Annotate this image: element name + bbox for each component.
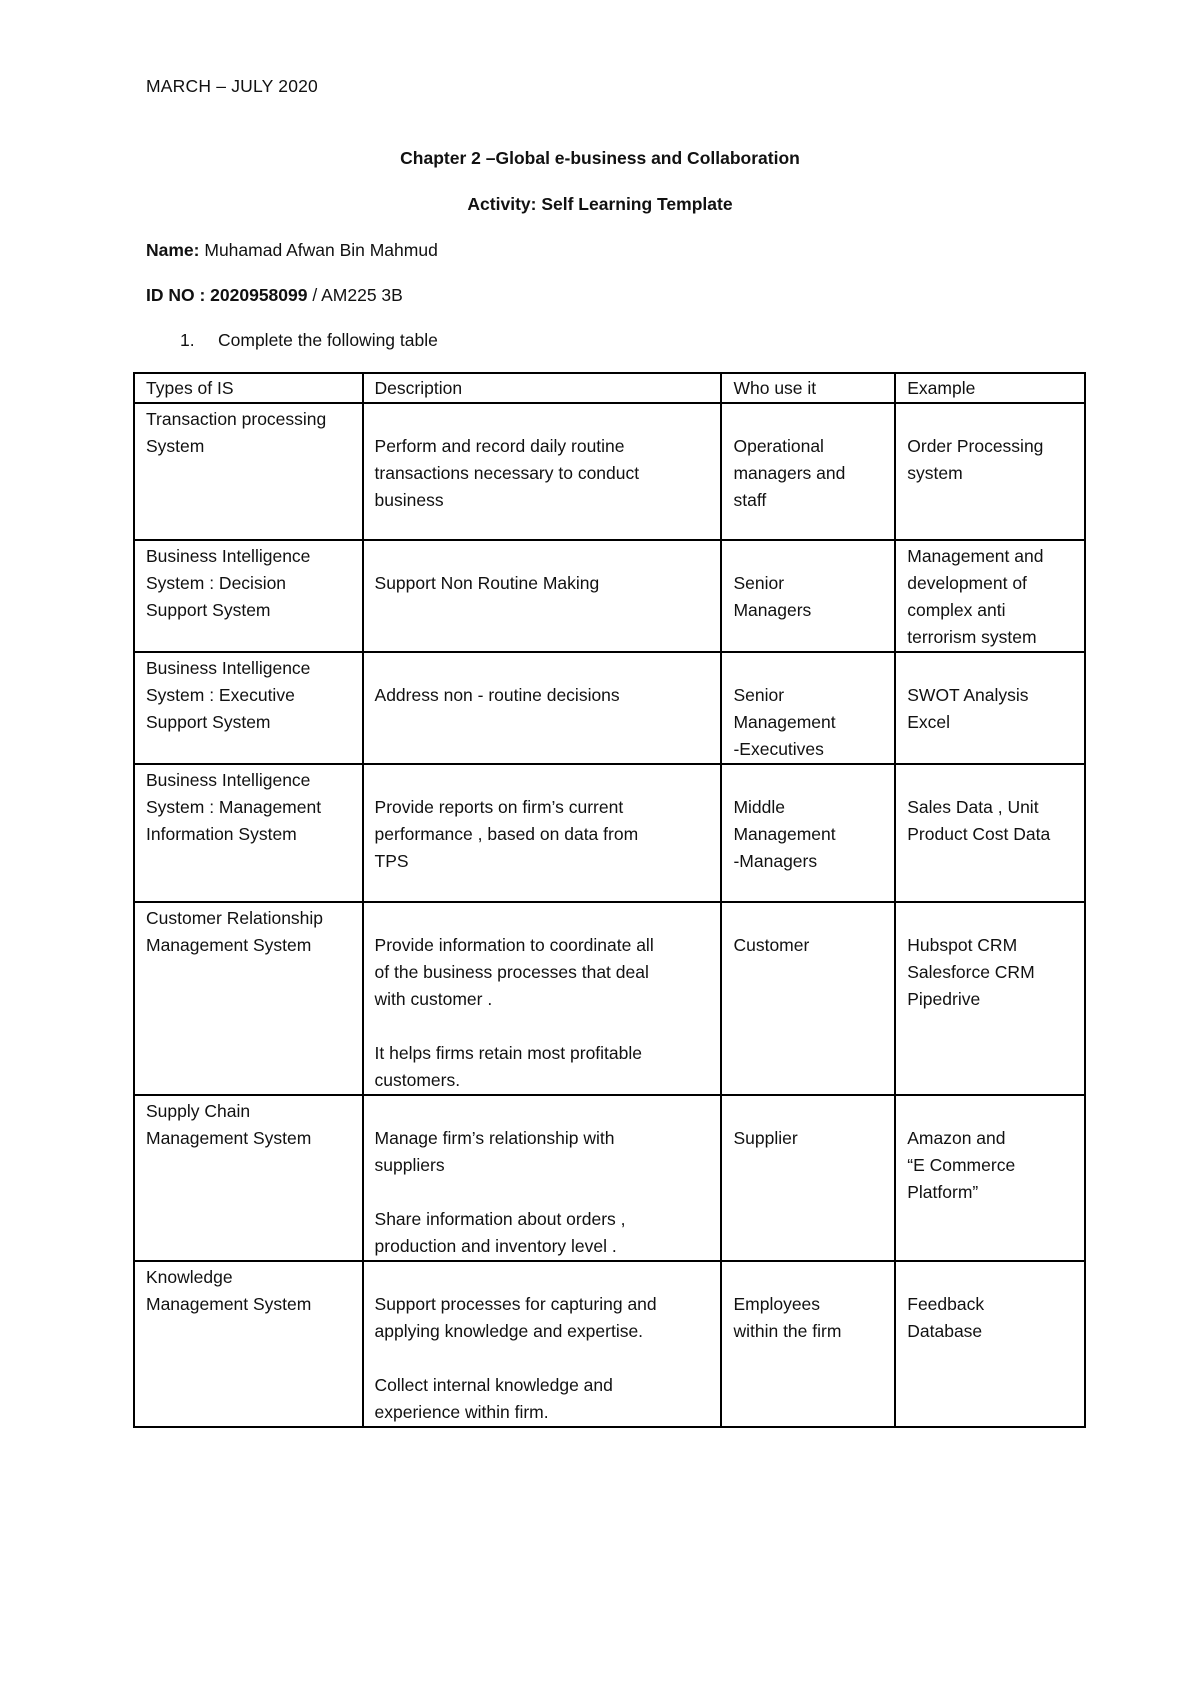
name-label: Name:	[146, 240, 200, 260]
cell-type: Business Intelligence System : Management Information System	[134, 764, 363, 902]
cell-example: Amazon and “E Commerce Platform”	[895, 1095, 1085, 1261]
cell-who: Supplier	[721, 1095, 895, 1261]
name-value: Muhamad Afwan Bin Mahmud	[199, 240, 438, 260]
header-description: Description	[363, 373, 722, 403]
cell-description: Perform and record daily routine transactions necessary to conduct business	[363, 403, 722, 540]
cell-who: Senior Management -Executives	[721, 652, 895, 764]
cell-who: Operational managers and staff	[721, 403, 895, 540]
cell-description: Provide reports on firm’s current performance , based on data from TPS	[363, 764, 722, 902]
cell-type: Supply Chain Management System	[134, 1095, 363, 1261]
cell-description: Manage firm’s relationship with suppliers Share information about orders , production and inventory level .	[363, 1095, 722, 1261]
table-row	[134, 652, 1085, 764]
header-example: Example	[895, 373, 1085, 403]
cell-description: Support processes for capturing and applying knowledge and expertise. Collect internal knowledge and experience within firm.	[363, 1261, 722, 1427]
cell-who: Employees within the firm	[721, 1261, 895, 1427]
instruction-item	[180, 330, 438, 351]
header-date-range: MARCH – JULY 2020	[146, 76, 318, 96]
id-value: / AM225 3B	[307, 285, 403, 305]
cell-example: Hubspot CRM Salesforce CRM Pipedrive	[895, 902, 1085, 1095]
table-row	[134, 1095, 1085, 1261]
id-label: ID NO : 2020958099	[146, 285, 308, 305]
cell-type: Business Intelligence System : Executive Support System	[134, 652, 363, 764]
table-row	[134, 902, 1085, 1095]
activity-title: Activity: Self Learning Template	[467, 194, 733, 214]
table-row	[134, 764, 1085, 902]
cell-description: Support Non Routine Making	[363, 540, 722, 652]
instruction-text: Complete the following table	[218, 330, 438, 350]
cell-example: Order Processing system	[895, 403, 1085, 540]
student-name-line	[146, 240, 438, 261]
information-systems-table	[133, 372, 1086, 1428]
cell-type: Transaction processing System	[134, 403, 363, 540]
cell-example: SWOT Analysis Excel	[895, 652, 1085, 764]
cell-type: Customer Relationship Management System	[134, 902, 363, 1095]
cell-example: Feedback Database	[895, 1261, 1085, 1427]
cell-type: Knowledge Management System	[134, 1261, 363, 1427]
cell-who: Senior Managers	[721, 540, 895, 652]
instruction-number: 1.	[180, 330, 195, 350]
student-id-line	[146, 285, 403, 306]
cell-description: Address non - routine decisions	[363, 652, 722, 764]
cell-type: Business Intelligence System : Decision Support System	[134, 540, 363, 652]
cell-who: Middle Management -Managers	[721, 764, 895, 902]
table-row	[134, 540, 1085, 652]
cell-example: Sales Data , Unit Product Cost Data	[895, 764, 1085, 902]
table-row	[134, 1261, 1085, 1427]
chapter-title: Chapter 2 –Global e-business and Collaboration	[400, 148, 800, 168]
header-who-use-it: Who use it	[721, 373, 895, 403]
table-row	[134, 403, 1085, 540]
table-header-row	[134, 373, 1085, 403]
cell-who: Customer	[721, 902, 895, 1095]
cell-example: Management and development of complex anti terrorism system	[895, 540, 1085, 652]
cell-description: Provide information to coordinate all of the business processes that deal with customer . It helps firms retain most profitable customers.	[363, 902, 722, 1095]
header-types-of-is: Types of IS	[134, 373, 363, 403]
